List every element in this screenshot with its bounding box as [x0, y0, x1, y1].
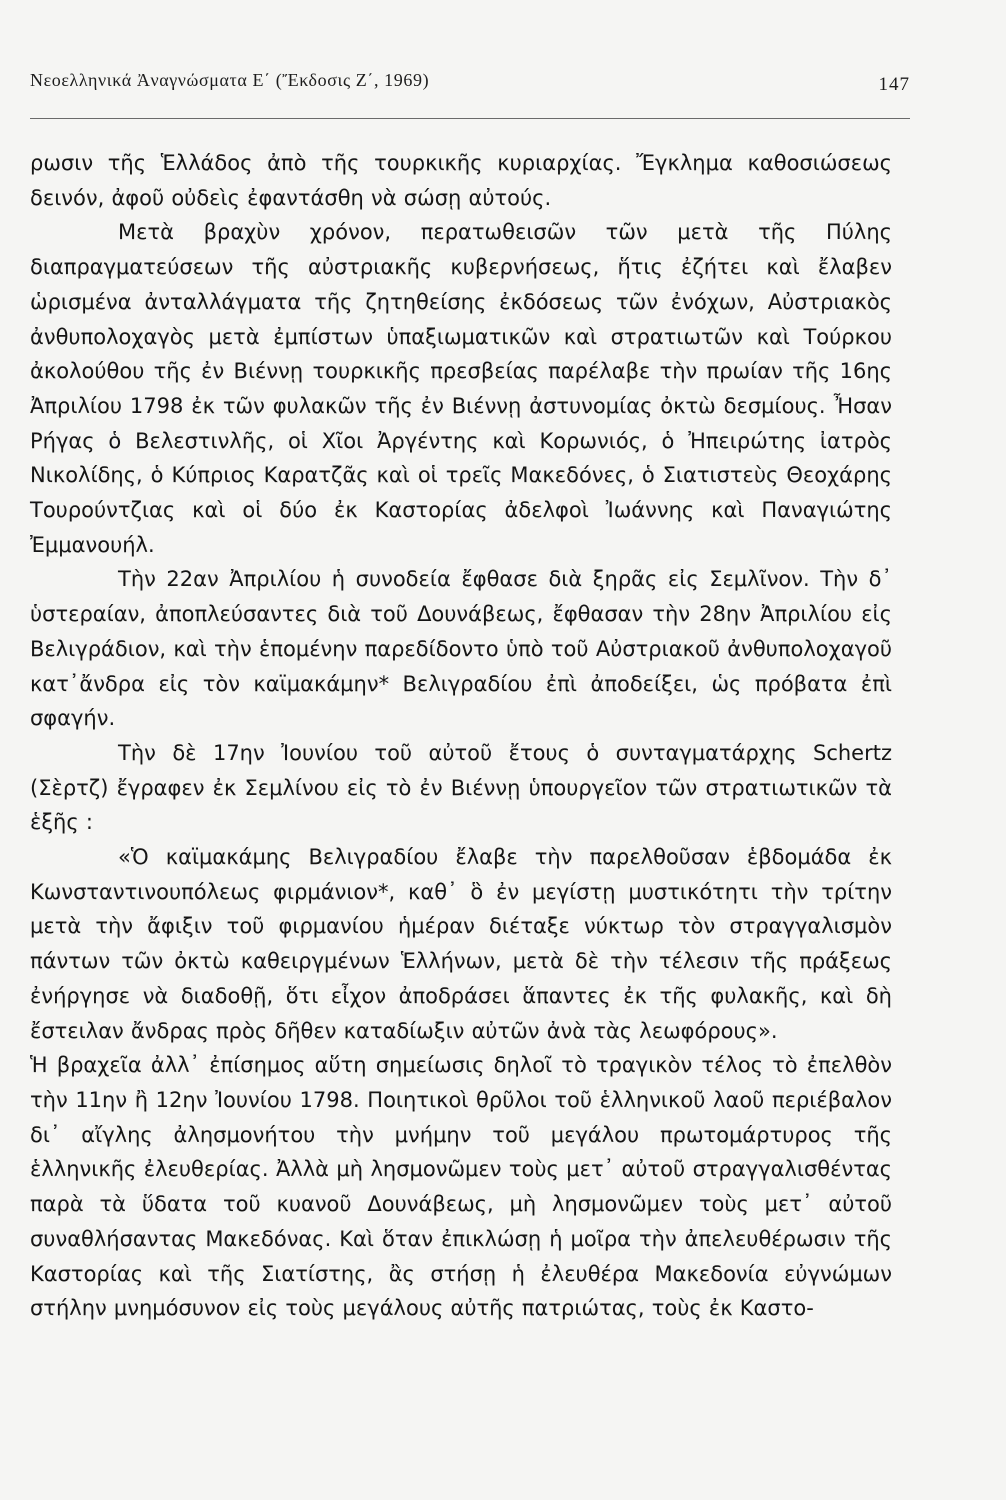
paragraph: Μετὰ βραχὺν χρόνον, περατωθεισῶν τῶν μετὰ τῆς Πύλης διαπραγματεύσεων τῆς αὐστριακῆς κυβερνήσεως, ἥτις ἐζήτει καὶ ἔλαβεν ὡρισμένα ἀνταλλάγματα τῆς ζητηθείσης ἐκδόσεως τῶν ἐνόχων, Αὐστριακὸς ἀνθυπολοχαγὸς μετὰ ἐμπίστων ὑπαξιωματικῶν καὶ στρατιωτῶν καὶ Τούρκου ἀκολούθου τῆς ἐν Βιέννῃ τουρκικῆς πρεσβείας παρέλαβε τὴν πρωίαν τῆς 16ης Ἀπριλίου 1798 ἐκ τῶν φυλακῶν τῆς ἐν Βιέννῃ ἀστυνομίας ὀκτὼ δεσμίους. Ἦσαν Ρήγας ὁ Βελεστινλῆς, οἱ Χῖοι Ἀργέντης καὶ Κορωνιός, ὁ Ἠπειρώτης ἰατρὸς Νικολίδης, ὁ Κύπριος Καρατζᾶς καὶ οἱ τρεῖς Μακεδόνες, ὁ Σιατιστεὺς Θεοχάρης Τουρούντζιας καὶ οἱ δύο ἐκ Καστορίας ἀδελφοὶ Ἰωάννης καὶ Παναγιώτης Ἐμμανουήλ. — [30, 220, 892, 557]
paragraph: Τὴν 22αν Ἀπριλίου ἡ συνοδεία ἔφθασε διὰ ξηρᾶς εἰς Σεμλῖνον. Τὴν δ᾽ ὑστεραίαν, ἀποπλεύσαντες διὰ τοῦ Δουνάβεως, ἔφθασαν τὴν 28ην Ἀπριλίου εἰς Βελιγράδιον, καὶ τὴν ἑπομένην παρεδίδοντο ὑπὸ τοῦ Αὐστριακοῦ ἀνθυπολοχαγοῦ κατ᾽ἄνδρα εἰς τὸν καϊμακάμην* Βελιγραδίου ἐπὶ ἀποδείξει, ὡς πρόβατα ἐπὶ σφαγήν. — [30, 567, 892, 731]
running-head — [30, 70, 910, 98]
page-number: 147 — [878, 74, 910, 95]
running-title: Νεοελληνικά Ἀναγνώσματα Ε΄ (Ἔκδοσις Ζ΄, 1969) — [30, 70, 430, 90]
body-text — [30, 146, 892, 1326]
paragraph: Τὴν δὲ 17ην Ἰουνίου τοῦ αὐτοῦ ἔτους ὁ συνταγματάρχης Schertz (Σὲρτζ) ἔγραφεν ἐκ Σεμλίνου εἰς τὸ ἐν Βιέννῃ ὑπουργεῖον τῶν στρατιωτικῶν τὰ ἑξῆς : — [30, 740, 892, 835]
quotation-paragraph: «Ὁ καϊμακάμης Βελιγραδίου ἔλαβε τὴν παρελθοῦσαν ἑβδομάδα ἐκ Κωνσταντινουπόλεως φιρμάνιον*, καθ᾽ ὃ ἐν μεγίστῃ μυστικότητι τὴν τρίτην μετὰ τὴν ἄφιξιν τοῦ φιρμανίου ἡμέραν διέταξε νύκτωρ τὸν στραγγαλισμὸν πάντων τῶν ὀκτὼ καθειργμένων Ἑλλήνων, μετὰ δὲ τὴν τέλεσιν τῆς πράξεως ἐνήργησε νὰ διαδοθῇ, ὅτι εἶχον ἀποδράσει ἅπαντες ἐκ τῆς φυλακῆς, καὶ δὴ ἔστειλαν ἄνδρας πρὸς δῆθεν καταδίωξιν αὐτῶν ἀνὰ τὰς λεωφόρους». — [30, 845, 892, 1043]
header-rule — [30, 118, 910, 119]
paragraph-continuation: ρωσιν τῆς Ἑλλάδος ἀπὸ τῆς τουρκικῆς κυριαρχίας. Ἔγκλημα καθοσιώσεως δεινόν, ἀφοῦ οὐδεὶς ἐφαντάσθη νὰ σώσῃ αὐτούς. — [30, 151, 892, 210]
paragraph: Ἡ βραχεῖα ἀλλ᾽ ἐπίσημος αὕτη σημείωσις δηλοῖ τὸ τραγικὸν τέλος τὸ ἐπελθὸν τὴν 11ην ἢ 12ην Ἰουνίου 1798. Ποιητικοὶ θρῦλοι τοῦ ἑλληνικοῦ λαοῦ περιέβαλον δι᾽ αἴγλης ἀλησμονήτου τὴν μνήμην τοῦ μεγάλου πρωτομάρτυρος τῆς ἑλληνικῆς ἐλευθερίας. Ἀλλὰ μὴ λησμονῶμεν τοὺς μετ᾽ αὐτοῦ στραγγαλισθέντας παρὰ τὰ ὕδατα τοῦ κυανοῦ Δουνάβεως, μὴ λησμονῶμεν τοὺς μετ᾽ αὐτοῦ συναθλήσαντας Μακεδόνας. Καὶ ὅταν ἐπικλώσῃ ἡ μοῖρα τὴν ἀπελευθέρωσιν τῆς Καστορίας καὶ τῆς Σιατίστης, ἂς στήσῃ ἡ ἐλευθέρα Μακεδονία εὐγνώμων στήλην μνημόσυνον εἰς τοὺς μεγάλους αὐτῆς πατριώτας, τοὺς ἐκ Καστο- — [30, 1053, 892, 1321]
